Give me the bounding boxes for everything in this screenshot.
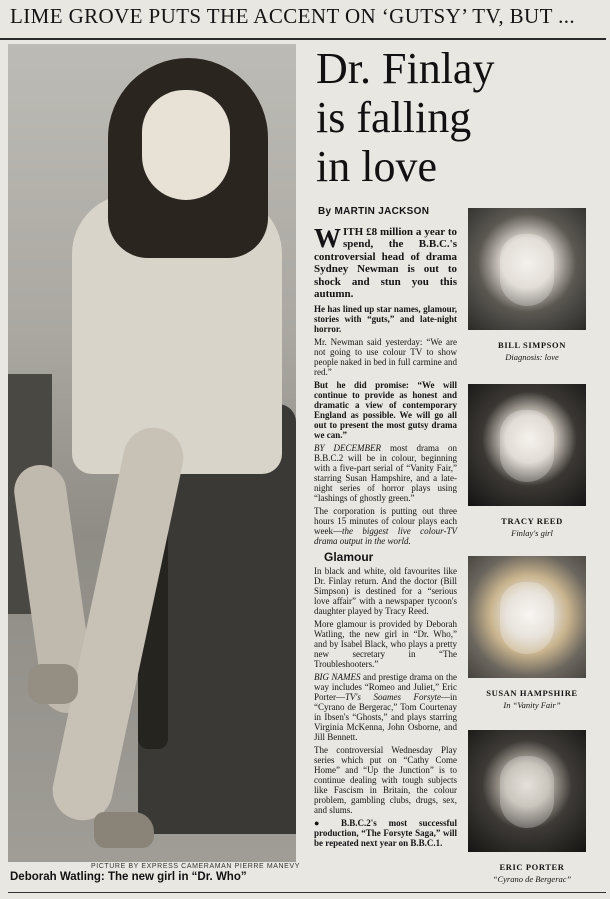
headline-line-3: in love <box>316 142 437 191</box>
article-paragraph: In black and white, old favourites like Dr. Finlay return. And the doctor (Bill Simpson) is destined for a “serious love affair” with a newspaper tycoon's daughter played by Tracy Reed. <box>314 566 457 617</box>
byline: By MARTIN JACKSON <box>318 206 430 217</box>
headline-line-1: Dr. Finlay <box>316 44 495 93</box>
drop-cap: W <box>314 223 341 253</box>
headline-line-2: is falling <box>316 93 472 142</box>
article-paragraph: The corporation is putting out three hours 15 minutes of colour plays each week—the biggest live colour-TV drama output in the world. <box>314 506 457 547</box>
bottom-rule <box>8 892 606 893</box>
article-paragraph: Mr. Newman said yesterday: “We are not going to use colour TV to show people naked in bed in full carmine and red.” <box>314 337 457 378</box>
portrait-name: TRACY REED <box>501 516 563 526</box>
photo-shoe-left <box>28 664 78 704</box>
subheading-glamour: Glamour <box>324 550 374 565</box>
article-paragraph: He has lined up star names, glamour, stories with “guts,” and late-night horror. <box>314 304 457 335</box>
photo-credit: PICTURE BY EXPRESS CAMERAMAN PIERRE MANEVY <box>90 863 300 870</box>
article-body <box>314 223 457 851</box>
portrait-role: “Cyrano de Bergerac” <box>492 874 572 884</box>
top-rule <box>0 38 606 40</box>
portrait-role: Finlay's girl <box>511 528 553 538</box>
photo-face <box>142 90 230 200</box>
portrait-face <box>500 582 554 654</box>
portrait-name: SUSAN HAMPSHIRE <box>486 688 578 698</box>
article-headline <box>316 44 606 191</box>
photo-shoe-right <box>94 812 154 848</box>
portrait-susan-hampshire <box>468 556 586 678</box>
main-photo <box>8 44 296 862</box>
portrait-eric-porter <box>468 730 586 852</box>
portrait-face <box>500 410 554 482</box>
article-lead <box>314 223 457 301</box>
portrait-face <box>500 234 554 306</box>
italic-emphasis: TV's Soames Forsyte <box>345 692 441 703</box>
portrait-tracy-reed <box>468 384 586 506</box>
kicker-headline: LIME GROVE PUTS THE ACCENT ON ‘GUTSY’ TV, BUT ... <box>10 4 576 28</box>
article-paragraph: More glamour is provided by Deborah Watling, the new girl in “Dr. Who,” and by Isabel Black, who plays a pretty new secretary in “The Troubleshooters.” <box>314 619 457 670</box>
portrait-role: In “Vanity Fair” <box>503 700 561 710</box>
portrait-bill-simpson <box>468 208 586 330</box>
article-paragraph: BIG NAMES and prestige drama on the way includes “Romeo and Juliet,” Eric Porter—TV's Soames Forsyte—in “Cyrano de Bergerac,” Tom Courtenay in Ibsen's “Ghosts,” and plays starring Virginia McKenna, John Osborne, and Jill Bennett. <box>314 672 457 743</box>
portrait-name: ERIC PORTER <box>499 862 565 872</box>
run-in-caps: BIG NAMES <box>314 672 361 683</box>
article-paragraph: The controversial Wednesday Play series which put on “Cathy Come Home” and “Up the Junction” is to continue dealing with tough subjects like Fascism in Britain, the colour problem, gambling clubs, drugs, sex, and slums. <box>314 745 457 816</box>
lead-text: ITH £8 million a year to spend, the B.B.C.'s controversial head of drama Sydney Newman is out to shock and stun you this autumn. <box>314 226 457 301</box>
run-in-caps: BY DECEMBER <box>314 443 381 454</box>
article-footnote: ● B.B.C.2's most successful production, “The Forsyte Saga,” will be repeated next year on B.B.C.1. <box>314 818 457 849</box>
portrait-role: Diagnosis: love <box>505 352 559 362</box>
portrait-face <box>500 756 554 828</box>
article-paragraph: BY DECEMBER most drama on B.B.C.2 will be in colour, beginning with a five-part serial of “Vanity Fair,” starring Susan Hampshire, and a late-night series of horror plays using “lashings of ghostly green.” <box>314 443 457 504</box>
photo-caption: Deborah Watling: The new girl in “Dr. Who” <box>10 871 247 883</box>
portrait-name: BILL SIMPSON <box>498 340 566 350</box>
italic-emphasis: the biggest live colour-TV drama output in the world. <box>314 526 457 547</box>
article-paragraph: But he did promise: “We will continue to provide as honest and dramatic a view of contemporary England as possible. We will go all out to present the most gutsy drama we can.” <box>314 380 457 441</box>
